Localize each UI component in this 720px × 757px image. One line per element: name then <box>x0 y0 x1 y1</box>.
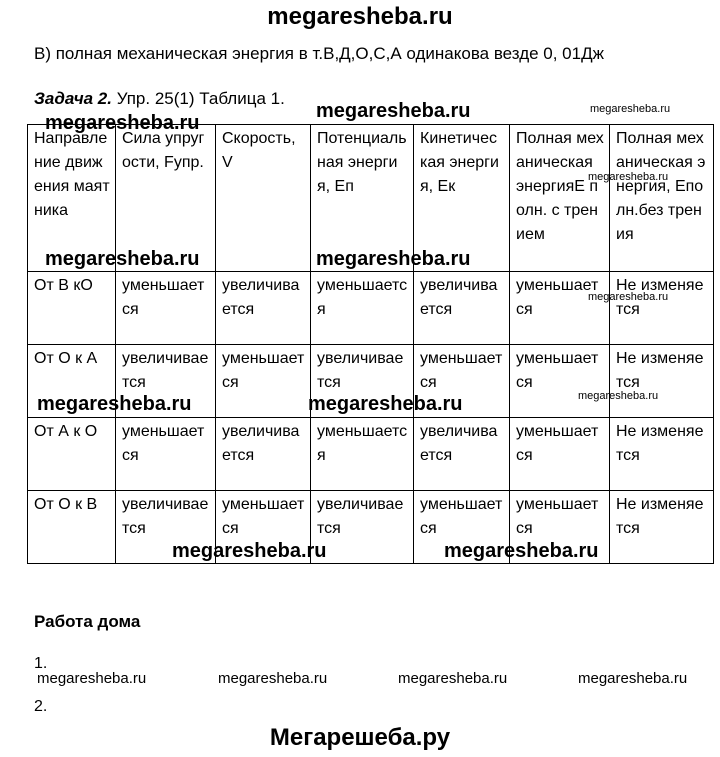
header-cell: Полная механическая энергия, Еполн.без трения <box>610 125 714 272</box>
table-cell: уменьшается <box>216 345 311 418</box>
table-cell: Не изменяется <box>610 272 714 345</box>
table-cell: Не изменяется <box>610 491 714 564</box>
table-cell: увеличивается <box>216 418 311 491</box>
header-cell: Скорость, V <box>216 125 311 272</box>
energy-table <box>27 124 714 564</box>
table-cell: уменьшается <box>510 491 610 564</box>
table-cell: уменьшается <box>216 491 311 564</box>
table-cell: уменьшается <box>510 418 610 491</box>
watermark: megaresheba.ru <box>590 103 671 115</box>
watermark: megaresheba.ru <box>316 100 471 122</box>
table-cell: От В кО <box>28 272 116 345</box>
header-cell: Кинетическая энергия, Ек <box>414 125 510 272</box>
table-cell: уменьшается <box>414 345 510 418</box>
watermark: megaresheba.ru <box>316 248 471 270</box>
watermark: megaresheba.ru <box>308 393 463 415</box>
table-cell: уменьшается <box>510 272 610 345</box>
task-label: Задача 2. <box>34 89 112 108</box>
watermark: megaresheba.ru <box>398 670 508 687</box>
table-cell: Не изменяется <box>610 418 714 491</box>
task-reference: Упр. 25(1) Таблица 1. <box>111 89 285 108</box>
watermark: megaresheba.ru <box>45 112 200 134</box>
table-cell: Не изменяется <box>610 345 714 418</box>
table-cell: уменьшается <box>510 345 610 418</box>
watermark-top: megaresheba.ru <box>267 3 453 30</box>
table-cell: увеличивается <box>216 272 311 345</box>
answer-line-b: В) полная механическая энергия в т.В,Д,О,С,А одинакова везде 0, 01Дж <box>34 44 604 63</box>
watermark: megaresheba.ru <box>578 390 659 402</box>
watermark-bottom: Мегарешеба.ру <box>269 724 451 751</box>
table-cell: уменьшается <box>116 272 216 345</box>
watermark: megaresheba.ru <box>37 393 192 415</box>
table-cell: увеличивается <box>414 418 510 491</box>
homework-title: Работа дома <box>34 612 141 631</box>
table-row <box>28 272 714 345</box>
table-cell: уменьшается <box>116 418 216 491</box>
header-cell: Направление движения маятника <box>28 125 116 272</box>
table-cell: увеличивается <box>311 491 414 564</box>
table-cell: уменьшается <box>311 272 414 345</box>
task-heading <box>34 89 285 109</box>
watermark: megaresheba.ru <box>218 670 328 687</box>
homework-item-1: 1. <box>34 655 48 672</box>
header-cell: Потенциальная энергия, Еп <box>311 125 414 272</box>
header-cell: Полная механическая энергияЕ полн. с трением <box>510 125 610 272</box>
watermark: megaresheba.ru <box>444 540 599 562</box>
watermark: megaresheba.ru <box>45 248 200 270</box>
watermark: megaresheba.ru <box>37 670 147 687</box>
table-cell: уменьшается <box>311 418 414 491</box>
table-cell: увеличивается <box>116 491 216 564</box>
watermark: megaresheba.ru <box>588 291 669 303</box>
watermark: megaresheba.ru <box>172 540 327 562</box>
table-cell: увеличивается <box>414 272 510 345</box>
homework-item-2: 2. <box>34 698 48 715</box>
table-cell: От А к О <box>28 418 116 491</box>
table-row <box>28 418 714 491</box>
table-cell: увеличивается <box>116 345 216 418</box>
header-cell: Сила упругости, Fупр. <box>116 125 216 272</box>
table-cell: уменьшается <box>414 491 510 564</box>
table-cell: От О к В <box>28 491 116 564</box>
watermark: megaresheba.ru <box>578 670 688 687</box>
table-cell: увеличивается <box>311 345 414 418</box>
table-cell: От О к А <box>28 345 116 418</box>
watermark: megaresheba.ru <box>588 171 669 183</box>
table-row <box>28 491 714 564</box>
